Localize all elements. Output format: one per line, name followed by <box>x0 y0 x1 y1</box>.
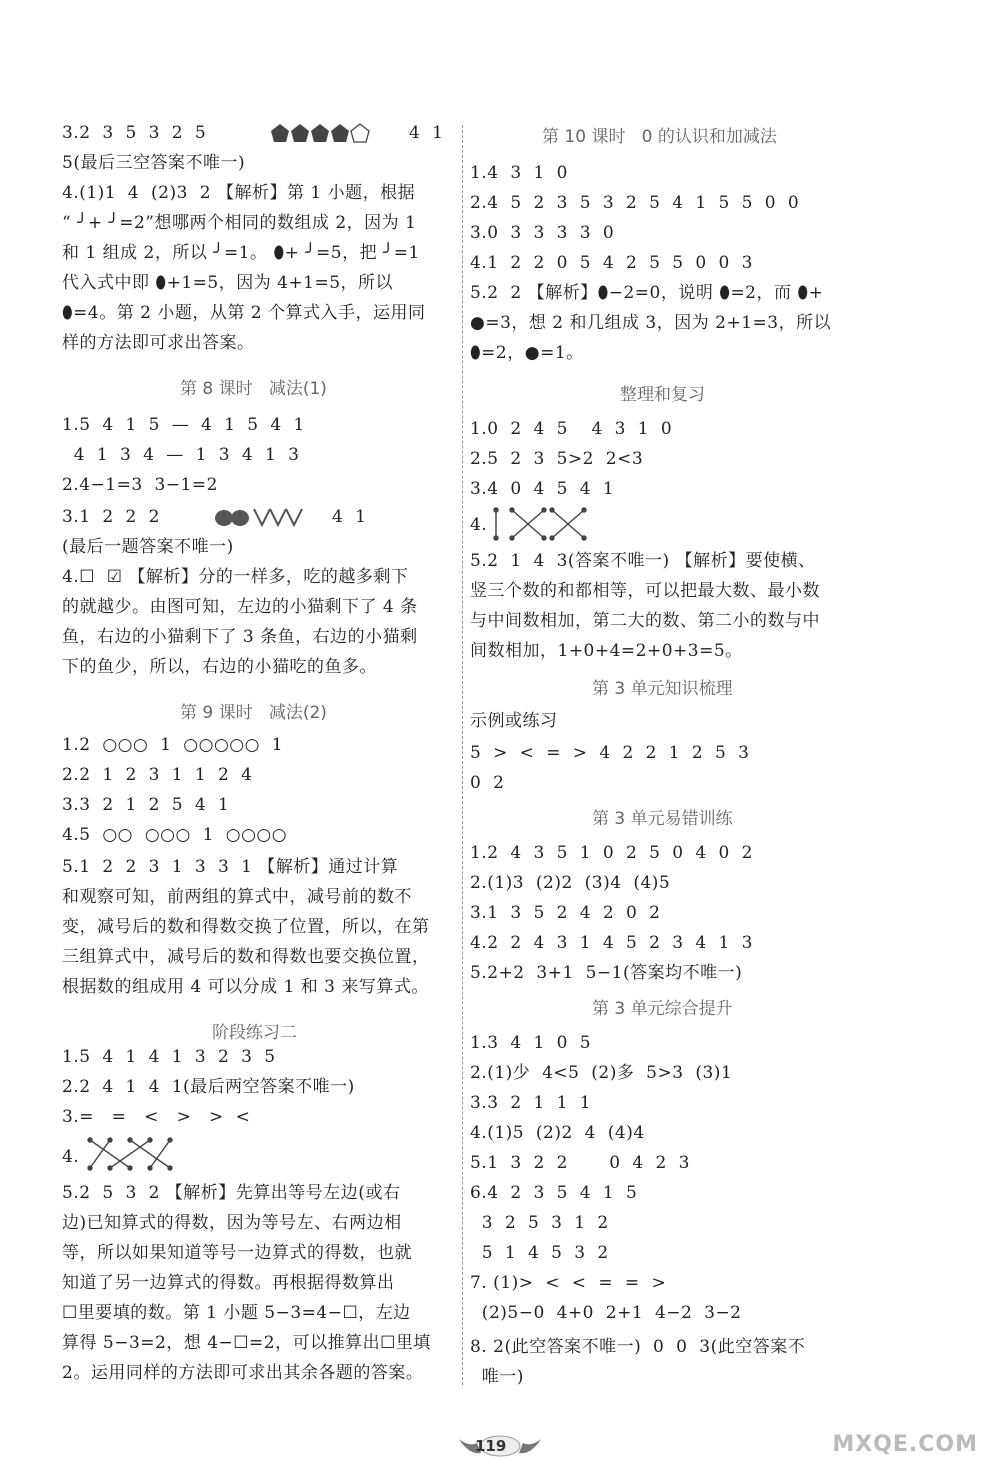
answer-line: 4 1 <box>409 123 444 143</box>
answer-line: 5.2+2 3+1 5−1(答案均不唯一) <box>470 963 743 983</box>
section-heading: 第 3 单元综合提升 <box>592 999 733 1019</box>
answer-line: “ ╯+ ╯=2”想哪两个相同的数组成 2，因为 1 <box>62 213 417 233</box>
section-heading: 整理和复习 <box>620 385 705 405</box>
answer-line: 4 1 3 4 — 1 3 4 1 3 <box>62 445 300 465</box>
section-heading: 阶段练习二 <box>212 1023 297 1043</box>
answer-line: 竖三个数的和都相等，可以把最大数、最小数 <box>470 581 820 601</box>
answer-line: 等，所以如果知道等号一边算式的得数，也就 <box>62 1243 412 1263</box>
section-heading: 第 8 课时 减法(1) <box>180 379 327 399</box>
answer-line: 的就越少。由图可知，左边的小猫剩下了 4 条 <box>62 597 418 617</box>
answer-line: 3.4 0 4 5 4 1 <box>470 479 615 499</box>
answer-line: 变，减号后的数和得数交换了位置，所以，在第 <box>62 917 430 937</box>
answer-line: 1.4 3 1 0 <box>470 163 568 183</box>
answer-line: 4. <box>62 1147 80 1167</box>
answer-line: 3.2 3 5 3 2 5 <box>62 123 207 143</box>
answer-line: 2.2 1 2 3 1 1 2 4 <box>62 765 253 785</box>
answer-line: 1.5 4 1 5 — 4 1 5 4 1 <box>62 415 305 435</box>
answer-line: 3 2 5 3 1 2 <box>470 1213 609 1233</box>
answer-line: 边)已知算式的得数，因为等号左、右两边相 <box>62 1213 402 1233</box>
matching-lines-diagram-2 <box>492 506 592 544</box>
fruit-row-icon <box>212 505 312 529</box>
pentagon-row-icon <box>270 122 370 146</box>
section-heading: 第 9 课时 减法(2) <box>180 703 327 723</box>
section-heading: 第 3 单元易错训练 <box>592 809 733 829</box>
answer-line: ●=3，想 2 和几组成 3，因为 2+1=3，所以 <box>470 313 832 333</box>
answer-line: 5.1 2 2 3 1 3 3 1 【解析】通过计算 <box>62 857 399 877</box>
answer-line: 2.2 4 1 4 1(最后两空答案不唯一) <box>62 1077 355 1097</box>
answer-line: 三组算式中，减号后的数和得数也要交换位置， <box>62 947 430 967</box>
answer-line: (最后一题答案不唯一) <box>62 537 234 557</box>
answer-line: 2.(1)3 (2)2 (3)4 (4)5 <box>470 873 671 893</box>
watermark: MXQE.COM <box>832 1432 978 1457</box>
column-divider <box>462 125 463 1385</box>
answer-line: 5 1 4 5 3 2 <box>470 1243 609 1263</box>
answer-line: 3.1 3 5 2 4 2 0 2 <box>470 903 661 923</box>
answer-line: ☐里要填的数。第 1 小题 5−3=4−☐，左边 <box>62 1303 411 1323</box>
page-number: 119 <box>475 1437 507 1455</box>
answer-line: 5.1 3 2 2 0 4 2 3 <box>470 1153 690 1173</box>
answer-line: 样的方法即可求出答案。 <box>62 333 255 353</box>
answer-line: 代入式中即 ⬮+1=5，因为 4+1=5，所以 <box>62 273 394 293</box>
answer-line: 4.1 2 2 0 5 4 2 5 5 0 0 3 <box>470 253 753 273</box>
answer-line: 2.5 2 3 5>2 2<3 <box>470 449 644 469</box>
answer-line: 2.4−1=3 3−1=2 <box>62 475 218 495</box>
answer-line: 示例或练习 <box>470 711 558 731</box>
section-heading: 第 10 课时 0 的认识和加减法 <box>542 127 777 147</box>
answer-line: 4.2 2 4 3 1 4 5 2 3 4 1 3 <box>470 933 753 953</box>
answer-line: 2。运用同样的方法即可求出其余各题的答案。 <box>62 1363 424 1383</box>
answer-line: 4.(1)5 (2)2 4 (4)4 <box>470 1123 645 1143</box>
answer-line: 4. <box>470 515 488 535</box>
answer-line: 4.5 ○○ ○○○ 1 ○○○○ <box>62 825 288 845</box>
answer-line: 4 1 <box>332 507 367 527</box>
answer-line: 3.0 3 3 3 3 0 <box>470 223 615 243</box>
answer-line: 算得 5−3=2，想 4−☐=2，可以推算出☐里填 <box>62 1333 431 1353</box>
answer-line: 7. (1)> < < = = > <box>470 1273 667 1293</box>
answer-line: 6.4 2 3 5 4 1 5 <box>470 1183 638 1203</box>
answer-line: 3.= = < > > < <box>62 1107 251 1127</box>
answer-line: 0 2 <box>470 773 505 793</box>
answer-line: 下的鱼少，所以，右边的小猫吃的鱼多。 <box>62 657 377 677</box>
answer-line: 根据数的组成用 4 可以分成 1 和 3 来写算式。 <box>62 977 429 997</box>
answer-line: 1.2 4 3 5 1 0 2 5 0 4 0 2 <box>470 843 753 863</box>
answer-line: 5 > < = > 4 2 2 1 2 5 3 <box>470 743 750 763</box>
answer-line: 和 1 组成 2，所以 ╯=1。 ⬮+ ╯=5，把 ╯=1 <box>62 243 420 263</box>
answer-line: 与中间数相加，第二大的数、第二小的数与中 <box>470 611 820 631</box>
answer-line: 和观察可知，前两组的算式中，减号前的数不 <box>62 887 412 907</box>
answer-line: 4.(1)1 4 (2)3 2 【解析】第 1 小题，根据 <box>62 183 416 203</box>
answer-line: 2.(1)少 4<5 (2)多 5>3 (3)1 <box>470 1063 733 1083</box>
answer-line: 1.2 ○○○ 1 ○○○○○ 1 <box>62 735 284 755</box>
answer-line: (2)5−0 4+0 2+1 4−2 3−2 <box>470 1303 742 1323</box>
answer-line: 5.2 2 【解析】⬮−2=0，说明 ⬮=2，而 ⬮+ <box>470 283 824 303</box>
answer-line: 8. 2(此空答案不唯一) 0 0 3(此空答案不 <box>470 1337 806 1357</box>
answer-line: 1.3 4 1 0 5 <box>470 1033 592 1053</box>
answer-line: 3.1 2 2 2 <box>62 507 160 527</box>
answer-line: 1.5 4 1 4 1 3 2 3 5 <box>62 1047 276 1067</box>
answer-line: 间数相加，1+0+4=2+0+3=5。 <box>470 641 743 661</box>
section-heading: 第 3 单元知识梳理 <box>592 679 733 699</box>
answer-line: 3.3 2 1 1 1 <box>470 1093 592 1113</box>
answer-line: ⬮=4。第 2 小题，从第 2 个算式入手，运用同 <box>62 303 426 323</box>
answer-line: 2.4 5 2 3 5 3 2 5 4 1 5 5 0 0 <box>470 193 800 213</box>
answer-line: 知道了另一边算式的得数。再根据得数算出 <box>62 1273 395 1293</box>
answer-line: 鱼，右边的小猫剩下了 3 条鱼，右边的小猫剩 <box>62 627 418 647</box>
answer-line: 1.0 2 4 5 4 3 1 0 <box>470 419 673 439</box>
answer-line: 3.3 2 1 2 5 4 1 <box>62 795 230 815</box>
answer-line: 4.☐ ☑ 【解析】分的一样多，吃的越多剩下 <box>62 567 409 587</box>
answer-line: ⬮=2，●=1。 <box>470 343 584 363</box>
answer-line: 5.2 5 3 2 【解析】先算出等号左边(或右 <box>62 1183 401 1203</box>
answer-line: 唯一) <box>470 1367 524 1387</box>
answer-line: 5.2 1 4 3(答案不唯一) 【解析】要使横、 <box>470 551 816 571</box>
answer-line: 5(最后三空答案不唯一) <box>62 153 246 173</box>
matching-lines-diagram <box>86 1134 176 1174</box>
